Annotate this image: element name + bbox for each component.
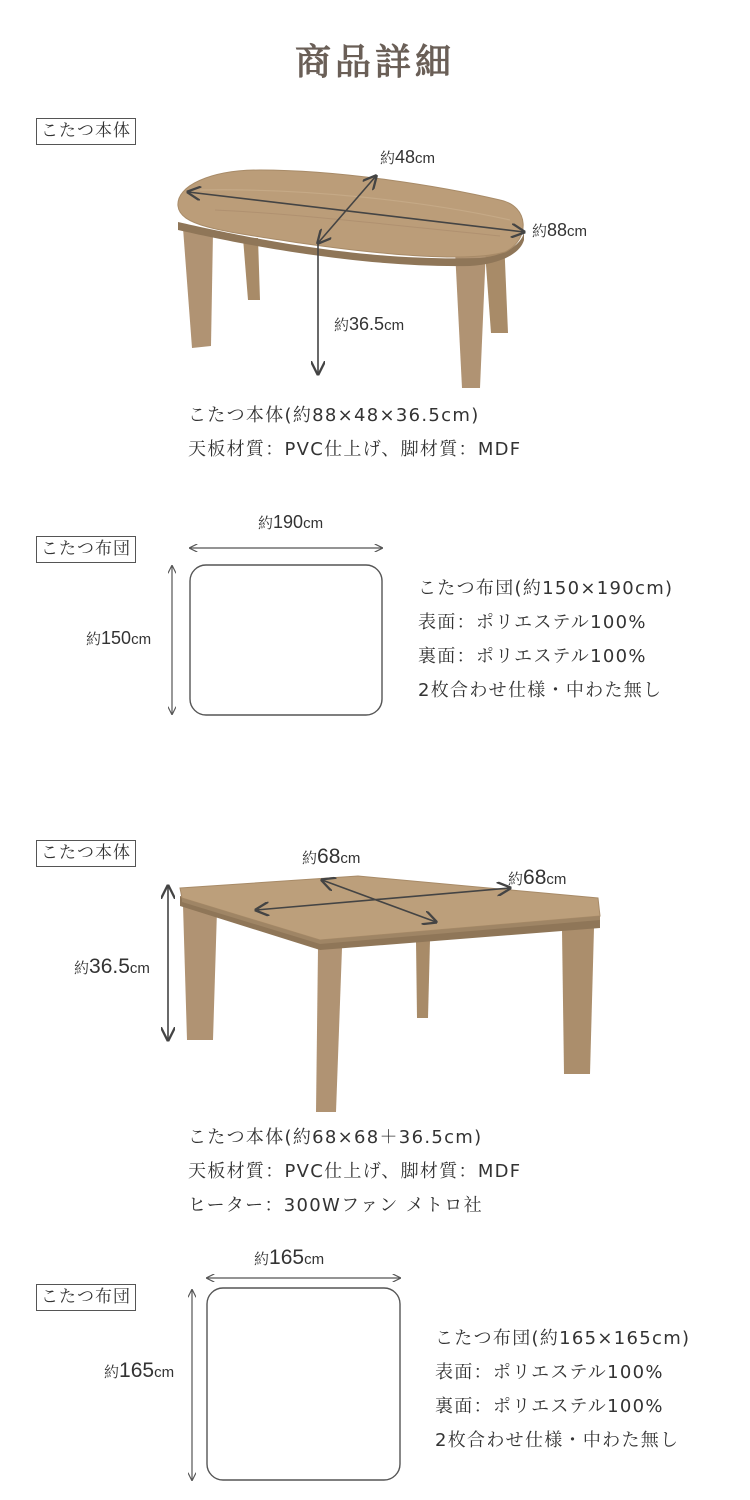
spec-line: 裏面：ポリエステル100% (435, 1396, 664, 1417)
spec-line: 2枚合わせ仕様・中わた無し (435, 1430, 680, 1451)
section-tag-futon-2: こたつ布団 (36, 1284, 136, 1311)
futon-square-shape (207, 1288, 400, 1480)
dim-label-length: 約88cm (532, 220, 588, 240)
section-tag-futon-1: こたつ布団 (36, 536, 136, 563)
spec-line: こたつ本体(約68×68＋36.5cm) (188, 1127, 483, 1148)
dim-label-width: 約48cm (380, 147, 436, 167)
spec-list-futon-2 (435, 1322, 690, 1458)
section-tag-table-1: こたつ本体 (36, 118, 136, 145)
dim-label-length: 約68cm (508, 866, 567, 889)
dim-label-height: 約165cm (104, 1359, 175, 1382)
dim-label-height: 約36.5cm (334, 314, 405, 334)
spec-line: 天板材質：PVC仕上げ、脚材質：MDF (188, 439, 522, 460)
spec-list-futon-1 (418, 572, 673, 708)
spec-line: こたつ布団(約150×190cm) (418, 578, 674, 599)
spec-line: 天板材質：PVC仕上げ、脚材質：MDF (188, 1161, 522, 1182)
spec-line: 2枚合わせ仕様・中わた無し (418, 680, 663, 701)
square-kotatsu-image (180, 876, 600, 1112)
section-tag-table-2: こたつ本体 (36, 840, 136, 867)
dim-label-width: 約68cm (302, 845, 361, 868)
spec-list-table-1 (188, 399, 521, 467)
dim-label-width: 約165cm (254, 1246, 325, 1269)
spec-line: 表面：ポリエステル100% (435, 1362, 664, 1383)
dim-label-height: 約150cm (86, 628, 152, 648)
dim-label-height: 約36.5cm (74, 955, 150, 978)
spec-line: こたつ本体(約88×48×36.5cm) (188, 405, 480, 426)
spec-line: こたつ布団(約165×165cm) (435, 1328, 691, 1349)
oval-kotatsu-image (178, 170, 524, 388)
page-title: 商品詳細 (294, 41, 455, 83)
spec-line: 裏面：ポリエステル100% (418, 646, 647, 667)
spec-line: 表面：ポリエステル100% (418, 612, 647, 633)
spec-list-table-2 (188, 1121, 521, 1223)
spec-line: ヒーター：300Wファン メトロ社 (188, 1195, 483, 1216)
futon-shape (190, 565, 382, 715)
dim-label-width: 約190cm (258, 512, 324, 532)
